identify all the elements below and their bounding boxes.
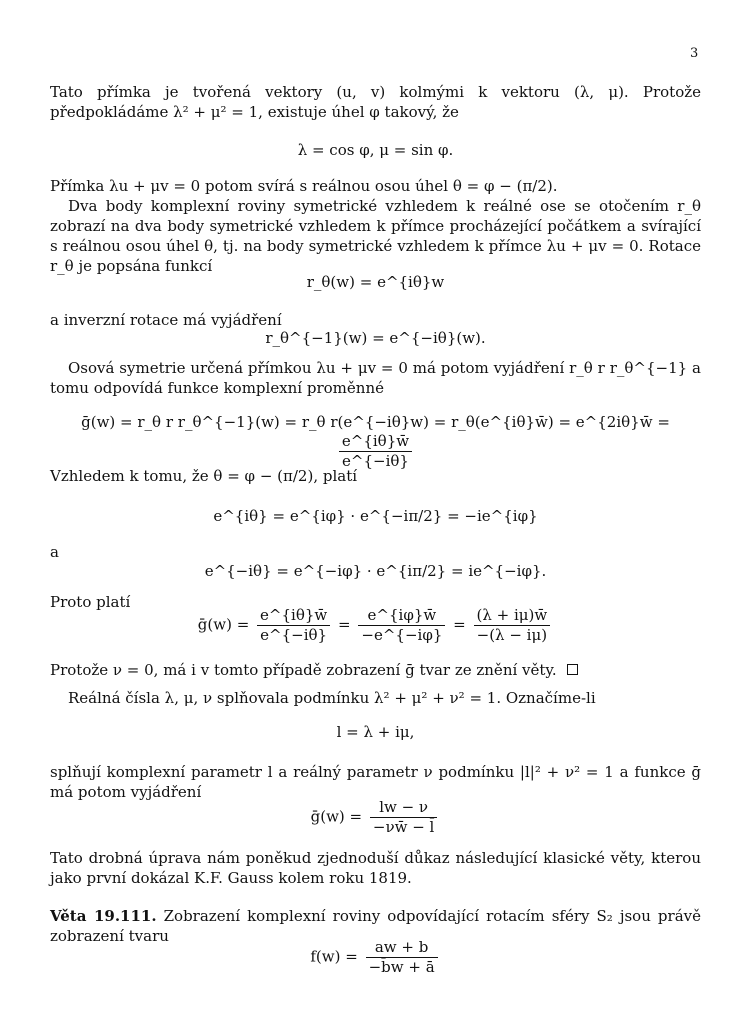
paragraph-and: a bbox=[50, 543, 59, 561]
fraction-denominator: e^{−iθ} bbox=[257, 625, 330, 645]
fraction-numerator: lw − ν bbox=[379, 798, 429, 816]
paragraph-real-numbers: Reálná čísla λ, μ, ν splňovala podmínku λ² + μ² + ν² = 1. Označíme-li bbox=[68, 689, 596, 707]
equation-f-mobius-left: f(w) = bbox=[310, 947, 358, 966]
paragraph-inverse-rotation: a inverzní rotace má vyjádření bbox=[50, 311, 282, 329]
equation-g-lw-left: ḡ(w) = bbox=[310, 807, 363, 826]
fraction-numerator: (λ + iμ)w̄ bbox=[476, 606, 548, 624]
fraction-denominator: −(λ − iμ) bbox=[474, 625, 551, 645]
equation-rotation: r_θ(w) = e^{iθ}w bbox=[306, 273, 445, 291]
paragraph-theta-relation: Vzhledem k tomu, že θ = φ − (π/2), platí bbox=[50, 467, 358, 485]
equation-l-definition: l = λ + iμ, bbox=[336, 723, 415, 741]
equation-g-chain-left: ḡ(w) = bbox=[197, 615, 250, 634]
equation-f-mobius bbox=[50, 938, 701, 977]
paragraph-symmetric-points: Dva body komplexní roviny symetrické vzhledem k reálné ose se otočením r_θ zobrazí na dva body symetrické vzhledem k přímce procházející počátkem a svírající s reálnou osou úhel θ, tj. na body symetrické vzhledem k přímce λu + μv = 0. Rotace r_θ je popsána funkcí bbox=[50, 197, 701, 275]
fraction-denominator: −νw̄ − l̄ bbox=[370, 817, 437, 837]
paragraph-therefore: Proto platí bbox=[50, 593, 131, 611]
paragraph-vectors: Tato přímka je tvořená vektory (u, v) kolmými k vektoru (λ, μ). Protože předpokládáme λ² + μ² = 1, existuje úhel φ takový, že bbox=[50, 83, 701, 121]
equation-g-conjugate-left: ḡ(w) = r_θ r r_θ^{−1}(w) = r_θ r(e^{−iθ}w) = r_θ(e^{iθ}w̄) = e^{2iθ}w̄ = bbox=[81, 413, 670, 431]
fraction bbox=[257, 606, 330, 645]
equation-g-conjugate bbox=[50, 412, 701, 471]
fraction-denominator: −b̄w + ā bbox=[366, 957, 438, 977]
fraction bbox=[474, 606, 551, 645]
equals-sign: = bbox=[453, 615, 466, 634]
theorem-label: Věta 19.111. bbox=[50, 907, 157, 925]
equation-g-lw bbox=[50, 798, 701, 837]
fraction-numerator: e^{iθ}w̄ bbox=[341, 432, 410, 450]
equals-sign: = bbox=[338, 615, 351, 634]
fraction-denominator: e^{−iθ} bbox=[339, 451, 412, 471]
equation-lambda-mu: λ = cos φ, μ = sin φ. bbox=[297, 141, 454, 159]
paragraph-gauss: Tato drobná úprava nám poněkud zjednoduší důkaz následující klasické věty, kterou jako první dokázal K.F. Gauss kolem roku 1819. bbox=[50, 849, 701, 887]
fraction bbox=[358, 606, 445, 645]
fraction bbox=[370, 798, 437, 837]
fraction-numerator: e^{iθ}w̄ bbox=[260, 606, 328, 624]
fraction bbox=[366, 938, 438, 977]
qed-square-icon bbox=[567, 664, 578, 675]
theorem-text: Zobrazení komplexní roviny odpovídající rotacím sféry S₂ jsou právě zobrazení tvaru bbox=[50, 907, 701, 945]
fraction-numerator: aw + b bbox=[374, 938, 429, 956]
equation-e-i-theta: e^{iθ} = e^{iφ} · e^{−iπ/2} = −ie^{iφ} bbox=[213, 507, 538, 525]
paragraph-nu-zero bbox=[50, 660, 701, 680]
page-number: 3 bbox=[690, 46, 699, 61]
equation-inverse-rotation: r_θ^{−1}(w) = e^{−iθ}(w). bbox=[265, 329, 486, 347]
fraction-numerator: e^{iφ}w̄ bbox=[367, 606, 437, 624]
fraction-denominator: −e^{−iφ} bbox=[358, 625, 445, 645]
paragraph-axial-symmetry: Osová symetrie určená přímkou λu + μv = 0 má potom vyjádření r_θ r r_θ^{−1} a tomu odpovídá funkce komplexní proměnné bbox=[50, 359, 701, 397]
paragraph-complex-parameter: splňují komplexní parametr l a reálný parametr ν podmínku |l|² + ν² = 1 a funkce ḡ má potom vyjádření bbox=[50, 763, 701, 801]
paragraph-line-angle: Přímka λu + μv = 0 potom svírá s reálnou osou úhel θ = φ − (π/2). bbox=[50, 177, 558, 195]
equation-g-chain bbox=[50, 606, 701, 645]
equation-e-minus-i-theta: e^{−iθ} = e^{−iφ} · e^{iπ/2} = ie^{−iφ}. bbox=[204, 562, 547, 580]
paragraph-nu-zero-text: Protože ν = 0, má i v tomto případě zobrazení ḡ tvar ze znění věty. bbox=[50, 661, 557, 679]
